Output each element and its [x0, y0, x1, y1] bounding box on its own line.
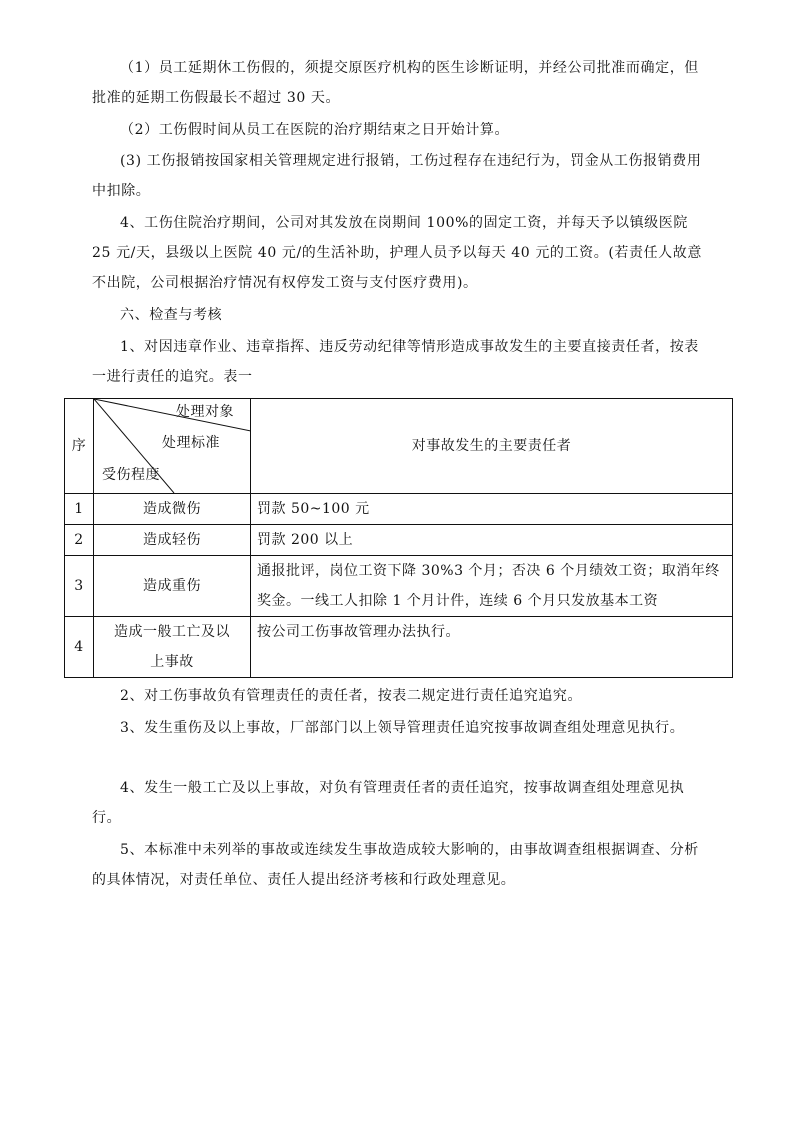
- paragraph-hospital-pay: 4、工伤住院治疗期间，公司对其发放在岗期间 100%的固定工资，并每天予以镇级医院 25 元/天，县级以上医院 40 元/的生活补助，护理人员予以每天 40 元的工资。(若责任人故意不出院，公司根据治疗情况有权停发工资与支付医疗费用)。: [92, 215, 702, 291]
- row-seq: 1: [65, 494, 94, 525]
- header-object-label: 处理对象: [176, 404, 234, 420]
- row-seq: 2: [65, 525, 94, 556]
- paragraph-serious-injury: 3、发生重伤及以上事故，厂部部门以上领导管理责任追究按事故调查组处理意见执行。: [120, 720, 685, 736]
- section-heading-inspection: 六、检查与考核: [120, 307, 223, 323]
- paragraph-unlisted-accidents: 5、本标准中未列举的事故或连续发生事故造成较大影响的，由事故调查组根据调查、分析的具体情况，对责任单位、责任人提出经济考核和行政处理意见。: [92, 842, 699, 888]
- header-standard-label: 处理标准: [162, 435, 220, 451]
- row-level: 造成微伤: [94, 494, 251, 525]
- row-level: 造成重伤: [94, 556, 251, 617]
- row-seq: 4: [65, 617, 94, 678]
- header-diagonal-cell: [94, 399, 251, 494]
- row-standard: 按公司工伤事故管理办法执行。: [251, 617, 733, 678]
- table-row: [65, 494, 733, 525]
- row-level: [94, 617, 251, 678]
- table-row: [65, 617, 733, 678]
- penalty-table: [64, 398, 733, 678]
- row-standard: 通报批评，岗位工资下降 30%3 个月；否决 6 个月绩效工资；取消年终奖金。一线工人扣除 1 个月计件，连续 6 个月只发放基本工资: [251, 556, 733, 617]
- paragraph-leave-start: （2）工伤假时间从员工在医院的治疗期结束之日开始计算。: [120, 122, 510, 138]
- row-seq: 3: [65, 556, 94, 617]
- row-standard: 罚款 200 以上: [251, 525, 733, 556]
- paragraph-management-responsibility: 2、对工伤事故负有管理责任的责任者，按表二规定进行责任追究追究。: [120, 688, 583, 704]
- table-row: [65, 556, 733, 617]
- table-header-row: [65, 399, 733, 494]
- paragraph-death-accident: 4、发生一般工亡及以上事故，对负有管理责任者的责任追究，按事故调查组处理意见执行。: [92, 780, 685, 826]
- header-responsible-col: 对事故发生的主要责任者: [251, 399, 733, 494]
- paragraph-reimbursement: (3) 工伤报销按国家相关管理规定进行报销，工伤过程存在违纪行为，罚金从工伤报销费用中扣除。: [92, 153, 702, 199]
- header-seq: 序: [65, 399, 94, 494]
- paragraph-direct-responsibility: 1、对因违章作业、违章指挥、违反劳动纪律等情形造成事故发生的主要直接责任者，按表一进行责任的追究。表一: [92, 339, 699, 385]
- table-row: [65, 525, 733, 556]
- row-standard: 罚款 50~100 元: [251, 494, 733, 525]
- row-level: 造成轻伤: [94, 525, 251, 556]
- paragraph-extended-leave: （1）员工延期休工伤假的，须提交原医疗机构的医生诊断证明，并经公司批准而确定，但批准的延期工伤假最长不超过 30 天。: [92, 60, 699, 106]
- row-level-line1: 造成一般工亡及以: [114, 624, 230, 640]
- header-injury-label: 受伤程度: [102, 467, 160, 483]
- row-level-line2: 上事故: [150, 654, 194, 670]
